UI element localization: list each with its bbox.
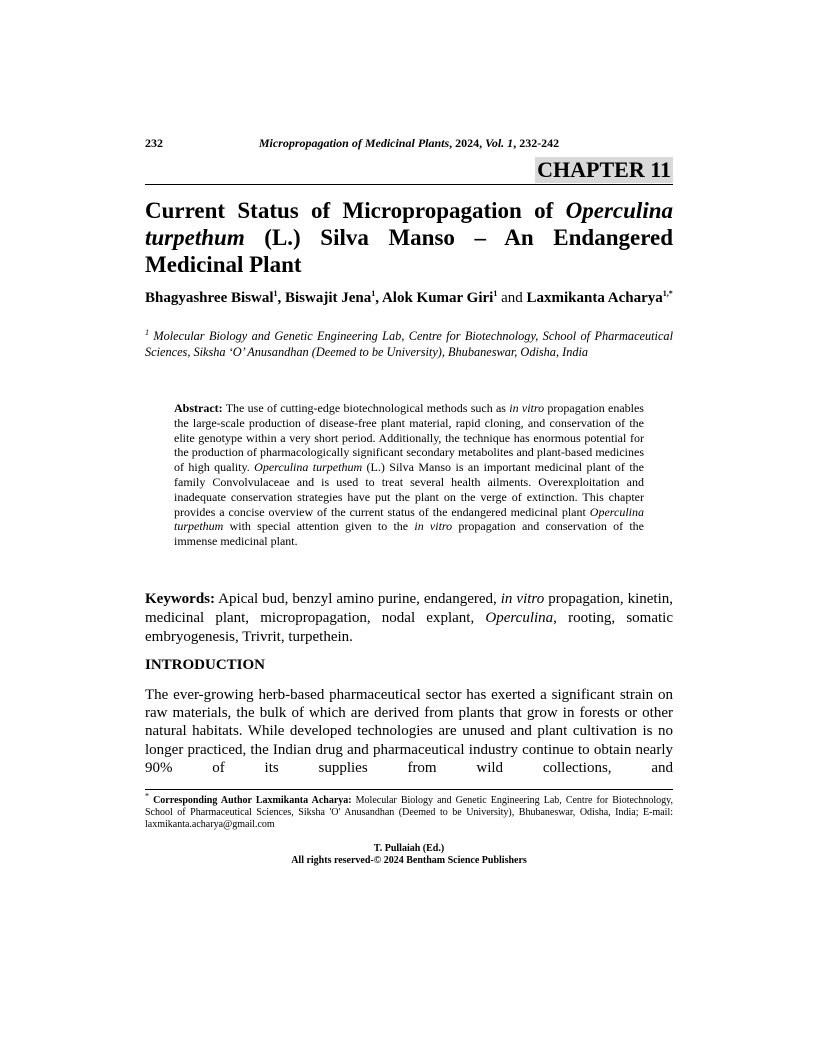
keywords-text: Apical bud, benzyl amino purine, endangered,	[215, 591, 501, 607]
keywords-text: propagation, kinetin, medicinal plant, micropropagation, nodal explant,	[145, 591, 673, 626]
author-separator: ,	[277, 290, 285, 306]
affiliation	[145, 329, 673, 360]
abstract-italic: in vitro	[414, 519, 453, 534]
author-affiliation-mark: 1	[273, 289, 278, 298]
editor-name: T. Pullaiah (Ed.)	[373, 843, 445, 854]
keywords-text: , rooting, somatic embryogenesis, Trivrit, turpethein.	[145, 610, 673, 645]
journal-volume: Vol. 1	[485, 136, 514, 150]
chapter-title	[145, 197, 673, 278]
affiliation-text: Molecular Biology and Genetic Engineering Lab, Centre for Biotechnology, School of Pharmaceutical Sciences, Siksha ‘O’ Anusandhan (Deemed to be University), Bhubaneswar, Odisha, India	[145, 329, 673, 359]
abstract-italic: in vitro	[509, 401, 545, 415]
abstract-italic: Operculina turpethum	[254, 460, 363, 475]
author-affiliation-mark: 1,*	[662, 289, 673, 298]
abstract-text: The use of cutting-edge biotechnological methods such as	[222, 401, 510, 415]
author-name: Alok Kumar Giri	[381, 290, 494, 306]
affiliation-mark: 1	[145, 327, 149, 337]
author-conjunction: and	[501, 290, 527, 306]
author-name: Bhagyashree Biswal	[145, 290, 274, 306]
title-species-name: Operculina turpethum	[145, 198, 673, 250]
abstract-text: propagation and conservation of the immense medicinal plant.	[174, 519, 644, 549]
author-affiliation-mark: 1	[493, 289, 498, 298]
running-head	[145, 135, 673, 151]
page-number: 232	[145, 136, 163, 150]
introduction-paragraph: The ever-growing herb-based pharmaceutical sector has exerted a significant strain on raw materials, the bulk of which are derived from plants that grow in forests or other natural habitats. While developed technologies are unused and plant cultivation is no longer practiced, the Indian drug and pharmaceutical industry continue to obtain nearly 90% of its supplies from wild collections, and	[145, 687, 673, 776]
author-separator: ,	[375, 290, 382, 306]
author-list	[145, 288, 673, 308]
keywords	[145, 590, 673, 647]
journal-year: , 2024,	[449, 136, 486, 150]
footnote-mark: *	[145, 791, 149, 801]
footnote-label: Corresponding Author Laxmikanta Acharya:	[149, 795, 352, 806]
keywords-italic: in vitro	[500, 591, 545, 607]
copyright-line: All rights reserved-© 2024 Bentham Science Publishers	[291, 855, 527, 866]
abstract	[174, 401, 644, 549]
journal-pages: , 232-242	[513, 136, 560, 150]
corresponding-author-footnote	[145, 791, 673, 831]
chapter-label: CHAPTER 11	[537, 157, 671, 182]
journal-citation	[145, 135, 673, 151]
journal-title: Micropropagation of Medicinal Plants	[258, 136, 450, 150]
footnote-text: Molecular Biology and Genetic Engineering Lab, Centre for Biotechnology, School of Pharmaceutical Sciences, Siksha 'O' Anusandhan (Deemed to be University), Bhubaneswar, Odisha, India; E-mail: laxmikanta.acharya@gmail.com	[145, 795, 673, 830]
section-heading: INTRODUCTION	[145, 657, 266, 673]
document-page	[145, 0, 673, 1056]
keywords-label: Keywords:	[145, 591, 215, 607]
author-name: Laxmikanta Acharya	[526, 290, 663, 306]
abstract-text: (L.) Silva Manso is an important medicinal plant of the family Convolvulaceae and is used to treat several health ailments. Overexploitation and inadequate conservation strategies have put the plant on the verge of extinction. This chapter provides a concise overview of the current status of the endangered medicinal plant	[174, 460, 644, 519]
author-name: Biswajit Jena	[285, 290, 372, 306]
chapter-banner	[145, 157, 673, 185]
keywords-italic: Operculina	[485, 610, 554, 626]
title-text-2: (L.) Silva Manso – An Endangered Medicinal Plant	[145, 225, 673, 277]
abstract-italic: Operculina turpethum	[174, 504, 644, 534]
footnote-rule	[145, 789, 673, 790]
abstract-label: Abstract:	[174, 401, 223, 415]
abstract-text: with special attention given to the	[223, 519, 415, 534]
author-affiliation-mark: 1	[371, 289, 376, 298]
abstract-text: propagation enables the large-scale production of disease-free plant material, rapid cloning, and conservation of the elite genotype within a very short period. Additionally, the technique has enormous potential for the production of pharmacologically significant secondary metabolites and plant-based medicines of high quality.	[174, 401, 644, 475]
editor-credit	[145, 843, 673, 867]
title-text-1: Current Status of Micropropagation of	[145, 198, 566, 223]
